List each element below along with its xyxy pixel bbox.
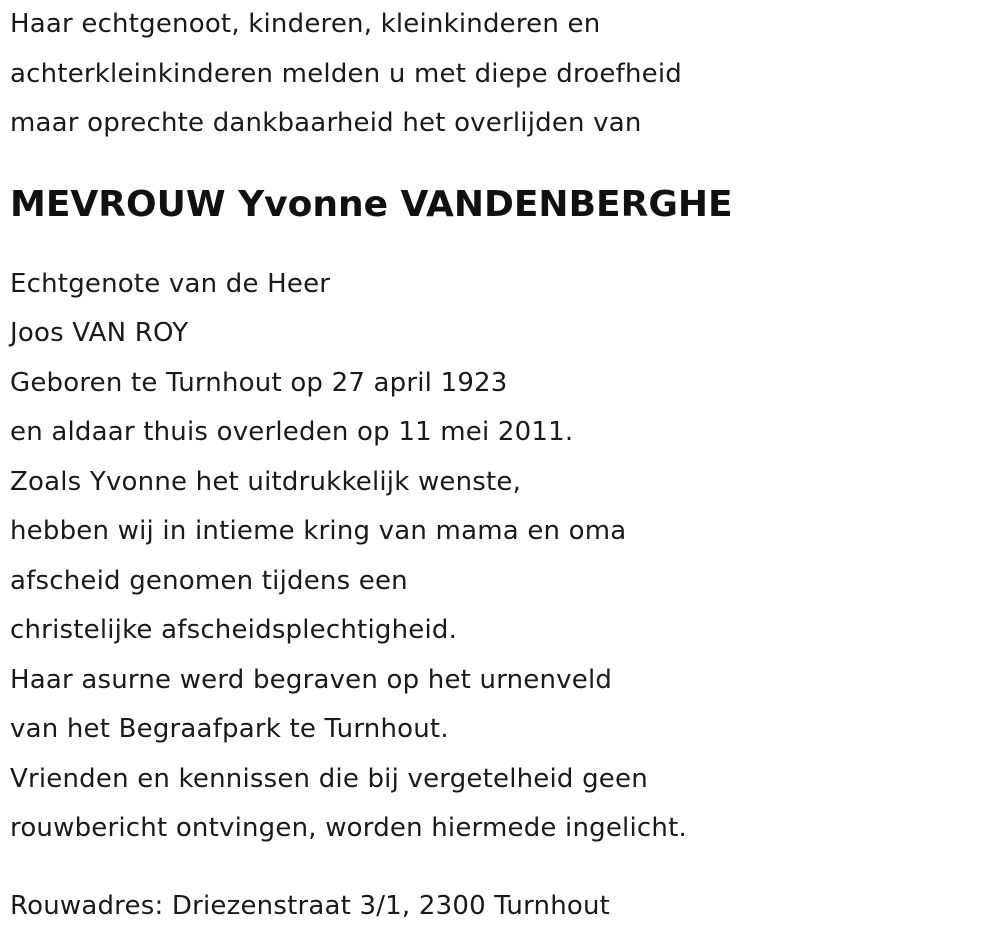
body-line: Joos VAN ROY: [10, 318, 189, 348]
intro-line: achterkleinkinderen melden u met diepe droefheid: [10, 58, 682, 89]
mourning-address: Rouwadres: Driezenstraat 3/1, 2300 Turnhout: [10, 890, 611, 921]
intro-line: Haar echtgenoot, kinderen, kleinkinderen en: [10, 9, 601, 39]
intro-line: maar oprechte dankbaarheid het overlijden van: [10, 108, 642, 138]
body-line: rouwbericht ontvingen, worden hiermede ingelicht.: [10, 813, 687, 843]
deceased-name: MEVROUW Yvonne VANDENBERGHE: [10, 183, 733, 225]
intro-paragraph: [10, 0, 990, 149]
body-line: Vrienden en kennissen die bij vergetelheid geen: [10, 763, 648, 794]
body-line: Geboren te Turnhout op 27 april 1923: [10, 367, 508, 398]
body-line: Haar asurne werd begraven op het urnenveld: [10, 664, 613, 695]
body-line: van het Begraafpark te Turnhout.: [10, 714, 449, 744]
body-line: Echtgenote van de Heer: [10, 268, 331, 299]
body-line: en aldaar thuis overleden op 11 mei 2011.: [10, 417, 574, 447]
death-notice: [10, 0, 990, 931]
body-line: Zoals Yvonne het uitdrukkelijk wenste,: [10, 466, 522, 497]
notice-body: [10, 260, 990, 854]
body-line: christelijke afscheidsplechtigheid.: [10, 615, 458, 645]
body-line: afscheid genomen tijdens een: [10, 565, 408, 596]
body-line: hebben wij in intieme kring van mama en oma: [10, 516, 627, 546]
